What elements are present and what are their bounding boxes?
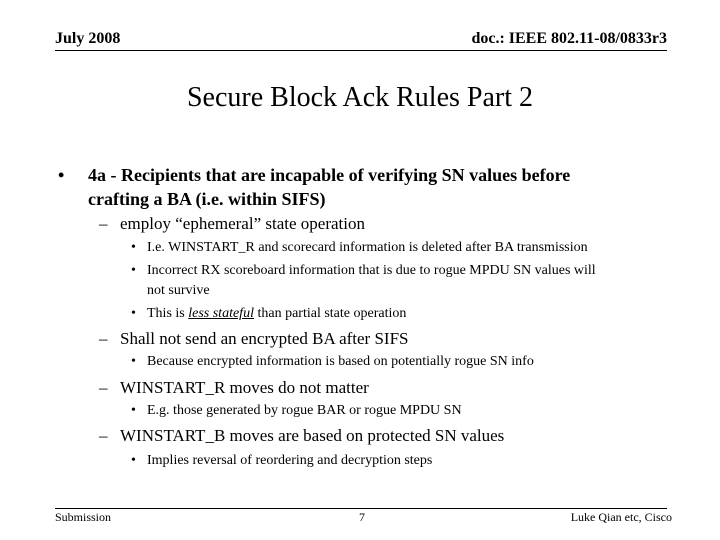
footer-author: Luke Qian etc, Cisco: [570, 510, 672, 524]
small-bullet-marker: •: [131, 240, 136, 255]
detail-prefix: This is: [147, 306, 189, 321]
small-bullet-marker: •: [131, 354, 136, 369]
small-bullet-marker: •: [131, 453, 136, 468]
sub-point-winstart-r: WINSTART_R moves do not matter: [120, 378, 369, 397]
header-date: July 2008: [55, 30, 121, 47]
small-bullet-marker: •: [131, 403, 136, 418]
detail-scoreboard-line2: not survive: [147, 283, 210, 298]
bullet-text-line2: crafting a BA (i.e. within SIFS): [88, 189, 326, 209]
bullet-text-line1: 4a - Recipients that are incapable of verifying SN values before: [88, 165, 571, 185]
dash-marker: –: [99, 329, 108, 348]
detail-suffix: than partial state operation: [253, 306, 407, 321]
dash-marker: –: [99, 426, 108, 445]
dash-marker: –: [99, 214, 108, 233]
detail-scoreboard-line1: Incorrect RX scoreboard information that is due to rogue MPDU SN values will: [147, 263, 596, 278]
footer-page-number: 7: [359, 510, 365, 524]
dash-marker: –: [99, 378, 108, 397]
sub-point-winstart-b: WINSTART_B moves are based on protected SN values: [120, 426, 505, 445]
small-bullet-marker: •: [131, 263, 136, 278]
detail-winstart-deleted: I.e. WINSTART_R and scorecard information is deleted after BA transmission: [147, 240, 588, 255]
sub-point-no-encrypted-ba: Shall not send an encrypted BA after SIFS: [120, 329, 409, 348]
slide-title: Secure Block Ack Rules Part 2: [186, 82, 534, 113]
header-rule: [55, 50, 667, 51]
sub-point-ephemeral: employ “ephemeral” state operation: [120, 214, 365, 233]
detail-emphasis: less stateful: [188, 306, 254, 321]
detail-less-stateful: [147, 305, 406, 323]
detail-reordering: Implies reversal of reordering and decryption steps: [147, 453, 433, 468]
detail-rogue-bar: E.g. those generated by rogue BAR or rogue MPDU SN: [147, 403, 462, 418]
footer-submission: Submission: [55, 510, 112, 524]
header-doc-id: doc.: IEEE 802.11-08/0833r3: [471, 30, 667, 47]
bullet-marker: •: [58, 165, 65, 185]
detail-encrypted-info: Because encrypted information is based on potentially rogue SN info: [147, 354, 534, 369]
footer-rule: [55, 508, 667, 509]
small-bullet-marker: •: [131, 306, 136, 321]
